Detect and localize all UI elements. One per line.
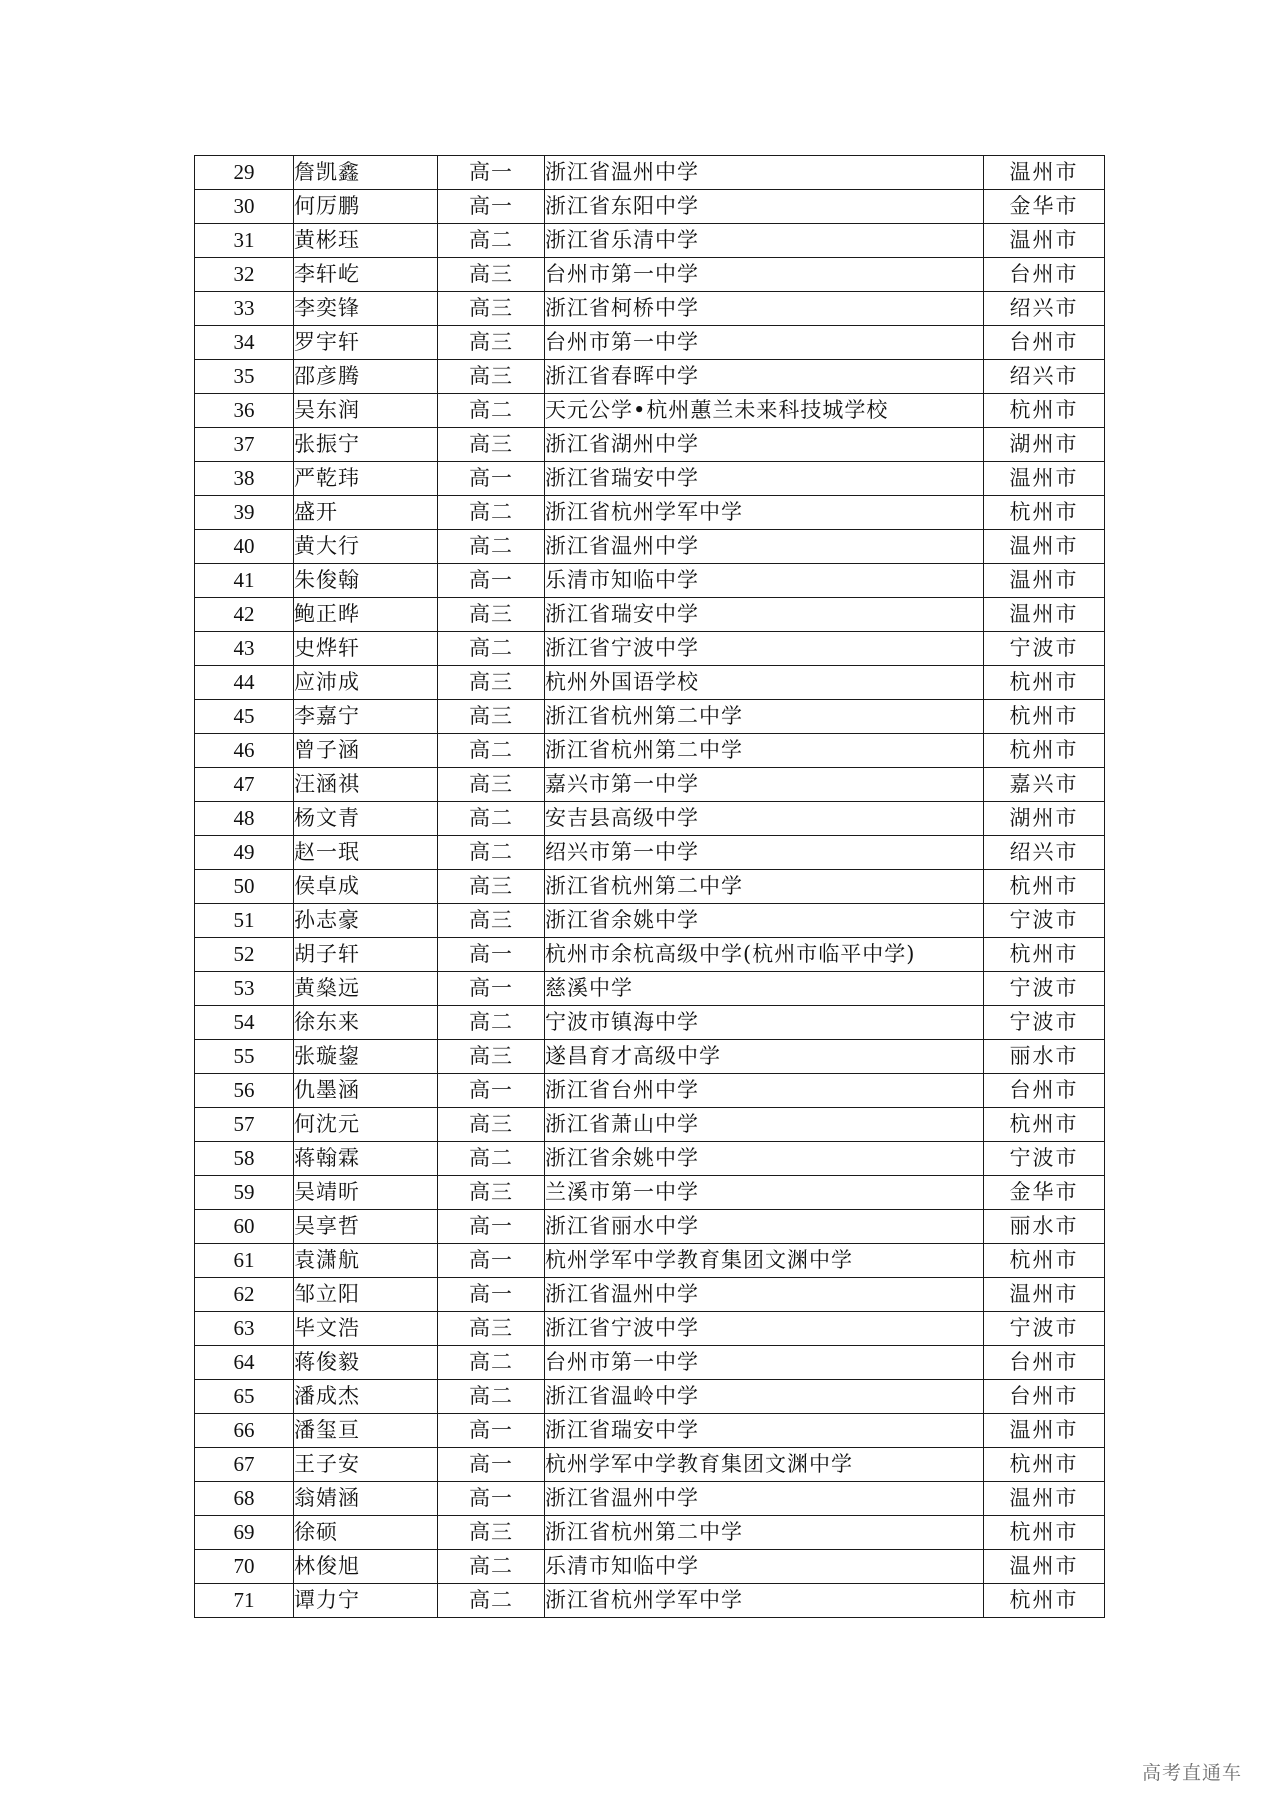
table-row <box>195 462 1105 496</box>
grade-cell: 高一 <box>438 972 545 1006</box>
table-row <box>195 156 1105 190</box>
city-cell: 台州市 <box>984 258 1105 292</box>
school-cell: 杭州市余杭高级中学(杭州市临平中学) <box>545 938 984 972</box>
grade-cell: 高三 <box>438 1516 545 1550</box>
grade-cell: 高二 <box>438 836 545 870</box>
city-cell: 杭州市 <box>984 734 1105 768</box>
grade-cell: 高一 <box>438 1074 545 1108</box>
row-number-cell: 31 <box>195 224 294 258</box>
school-cell: 安吉县高级中学 <box>545 802 984 836</box>
table-row <box>195 530 1105 564</box>
city-cell: 杭州市 <box>984 394 1105 428</box>
school-cell: 慈溪中学 <box>545 972 984 1006</box>
row-number-cell: 63 <box>195 1312 294 1346</box>
row-number-cell: 47 <box>195 768 294 802</box>
row-number-cell: 46 <box>195 734 294 768</box>
city-cell: 温州市 <box>984 1414 1105 1448</box>
student-name-cell: 徐硕 <box>294 1516 438 1550</box>
city-cell: 宁波市 <box>984 632 1105 666</box>
student-name-cell: 蒋翰霖 <box>294 1142 438 1176</box>
table-row <box>195 666 1105 700</box>
grade-cell: 高一 <box>438 462 545 496</box>
table-row <box>195 258 1105 292</box>
grade-cell: 高二 <box>438 1142 545 1176</box>
city-cell: 金华市 <box>984 1176 1105 1210</box>
row-number-cell: 58 <box>195 1142 294 1176</box>
student-name-cell: 何沈元 <box>294 1108 438 1142</box>
student-name-cell: 孙志豪 <box>294 904 438 938</box>
school-cell: 浙江省萧山中学 <box>545 1108 984 1142</box>
table-row <box>195 1482 1105 1516</box>
city-cell: 温州市 <box>984 1278 1105 1312</box>
student-name-cell: 吴东润 <box>294 394 438 428</box>
city-cell: 绍兴市 <box>984 292 1105 326</box>
school-cell: 浙江省台州中学 <box>545 1074 984 1108</box>
row-number-cell: 32 <box>195 258 294 292</box>
grade-cell: 高二 <box>438 1584 545 1618</box>
table-row <box>195 632 1105 666</box>
school-cell: 浙江省宁波中学 <box>545 1312 984 1346</box>
student-name-cell: 邵彦腾 <box>294 360 438 394</box>
table-row <box>195 1584 1105 1618</box>
city-cell: 丽水市 <box>984 1210 1105 1244</box>
school-cell: 台州市第一中学 <box>545 1346 984 1380</box>
table-row <box>195 564 1105 598</box>
school-cell: 遂昌育才高级中学 <box>545 1040 984 1074</box>
school-cell: 杭州外国语学校 <box>545 666 984 700</box>
roster-table-body <box>195 156 1105 1618</box>
city-cell: 宁波市 <box>984 1142 1105 1176</box>
school-cell: 浙江省杭州第二中学 <box>545 734 984 768</box>
student-name-cell: 毕文浩 <box>294 1312 438 1346</box>
school-cell: 浙江省瑞安中学 <box>545 462 984 496</box>
table-row <box>195 428 1105 462</box>
row-number-cell: 65 <box>195 1380 294 1414</box>
grade-cell: 高一 <box>438 1278 545 1312</box>
grade-cell: 高二 <box>438 1006 545 1040</box>
student-name-cell: 詹凯鑫 <box>294 156 438 190</box>
school-cell: 浙江省温州中学 <box>545 1482 984 1516</box>
watermark-text: 高考直通车 <box>1142 1762 1243 1784</box>
student-name-cell: 谭力宁 <box>294 1584 438 1618</box>
school-cell: 绍兴市第一中学 <box>545 836 984 870</box>
table-row <box>195 1244 1105 1278</box>
row-number-cell: 30 <box>195 190 294 224</box>
table-row <box>195 1550 1105 1584</box>
city-cell: 湖州市 <box>984 802 1105 836</box>
row-number-cell: 53 <box>195 972 294 1006</box>
city-cell: 杭州市 <box>984 1584 1105 1618</box>
grade-cell: 高二 <box>438 224 545 258</box>
city-cell: 杭州市 <box>984 870 1105 904</box>
grade-cell: 高三 <box>438 666 545 700</box>
grade-cell: 高一 <box>438 1244 545 1278</box>
school-cell: 台州市第一中学 <box>545 326 984 360</box>
school-cell: 杭州学军中学教育集团文渊中学 <box>545 1448 984 1482</box>
student-name-cell: 潘玺亘 <box>294 1414 438 1448</box>
city-cell: 杭州市 <box>984 496 1105 530</box>
row-number-cell: 67 <box>195 1448 294 1482</box>
row-number-cell: 49 <box>195 836 294 870</box>
table-row <box>195 1074 1105 1108</box>
student-name-cell: 袁潇航 <box>294 1244 438 1278</box>
grade-cell: 高三 <box>438 768 545 802</box>
school-cell: 浙江省瑞安中学 <box>545 1414 984 1448</box>
city-cell: 台州市 <box>984 326 1105 360</box>
table-row <box>195 836 1105 870</box>
row-number-cell: 40 <box>195 530 294 564</box>
student-name-cell: 鲍正晔 <box>294 598 438 632</box>
student-name-cell: 曾子涵 <box>294 734 438 768</box>
school-cell: 浙江省余姚中学 <box>545 1142 984 1176</box>
grade-cell: 高三 <box>438 360 545 394</box>
student-name-cell: 吴靖昕 <box>294 1176 438 1210</box>
grade-cell: 高三 <box>438 1108 545 1142</box>
student-name-cell: 仇墨涵 <box>294 1074 438 1108</box>
city-cell: 杭州市 <box>984 1108 1105 1142</box>
school-cell: 浙江省余姚中学 <box>545 904 984 938</box>
grade-cell: 高三 <box>438 1312 545 1346</box>
school-cell: 乐清市知临中学 <box>545 564 984 598</box>
city-cell: 金华市 <box>984 190 1105 224</box>
grade-cell: 高二 <box>438 1550 545 1584</box>
row-number-cell: 70 <box>195 1550 294 1584</box>
grade-cell: 高一 <box>438 938 545 972</box>
row-number-cell: 59 <box>195 1176 294 1210</box>
grade-cell: 高三 <box>438 258 545 292</box>
student-name-cell: 潘成杰 <box>294 1380 438 1414</box>
school-cell: 兰溪市第一中学 <box>545 1176 984 1210</box>
city-cell: 宁波市 <box>984 904 1105 938</box>
student-name-cell: 朱俊翰 <box>294 564 438 598</box>
school-cell: 浙江省杭州学军中学 <box>545 1584 984 1618</box>
school-cell: 浙江省杭州第二中学 <box>545 870 984 904</box>
table-row <box>195 360 1105 394</box>
student-name-cell: 黄彬珏 <box>294 224 438 258</box>
table-row <box>195 768 1105 802</box>
city-cell: 温州市 <box>984 564 1105 598</box>
city-cell: 台州市 <box>984 1346 1105 1380</box>
student-name-cell: 徐东来 <box>294 1006 438 1040</box>
city-cell: 温州市 <box>984 598 1105 632</box>
grade-cell: 高二 <box>438 496 545 530</box>
table-row <box>195 802 1105 836</box>
table-row <box>195 1414 1105 1448</box>
table-row <box>195 1278 1105 1312</box>
row-number-cell: 66 <box>195 1414 294 1448</box>
row-number-cell: 34 <box>195 326 294 360</box>
school-cell: 宁波市镇海中学 <box>545 1006 984 1040</box>
city-cell: 台州市 <box>984 1074 1105 1108</box>
city-cell: 温州市 <box>984 530 1105 564</box>
grade-cell: 高一 <box>438 156 545 190</box>
table-row <box>195 1516 1105 1550</box>
table-row <box>195 1006 1105 1040</box>
table-row <box>195 292 1105 326</box>
school-cell: 浙江省柯桥中学 <box>545 292 984 326</box>
school-cell: 浙江省东阳中学 <box>545 190 984 224</box>
table-row <box>195 1176 1105 1210</box>
row-number-cell: 51 <box>195 904 294 938</box>
grade-cell: 高二 <box>438 1346 545 1380</box>
city-cell: 温州市 <box>984 462 1105 496</box>
student-name-cell: 林俊旭 <box>294 1550 438 1584</box>
row-number-cell: 39 <box>195 496 294 530</box>
grade-cell: 高一 <box>438 564 545 598</box>
student-name-cell: 张振宁 <box>294 428 438 462</box>
student-name-cell: 赵一珉 <box>294 836 438 870</box>
table-row <box>195 904 1105 938</box>
table-row <box>195 1040 1105 1074</box>
student-name-cell: 翁婧涵 <box>294 1482 438 1516</box>
row-number-cell: 38 <box>195 462 294 496</box>
table-row <box>195 700 1105 734</box>
school-cell: 杭州学军中学教育集团文渊中学 <box>545 1244 984 1278</box>
row-number-cell: 45 <box>195 700 294 734</box>
row-number-cell: 33 <box>195 292 294 326</box>
grade-cell: 高一 <box>438 1482 545 1516</box>
school-cell: 浙江省杭州学军中学 <box>545 496 984 530</box>
table-row <box>195 1380 1105 1414</box>
student-name-cell: 李轩屹 <box>294 258 438 292</box>
school-cell: 浙江省杭州第二中学 <box>545 700 984 734</box>
row-number-cell: 62 <box>195 1278 294 1312</box>
student-name-cell: 李嘉宁 <box>294 700 438 734</box>
table-row <box>195 734 1105 768</box>
city-cell: 杭州市 <box>984 1244 1105 1278</box>
table-row <box>195 1108 1105 1142</box>
table-row <box>195 224 1105 258</box>
school-cell: 浙江省乐清中学 <box>545 224 984 258</box>
student-name-cell: 史烨轩 <box>294 632 438 666</box>
student-name-cell: 何厉鹏 <box>294 190 438 224</box>
school-cell: 浙江省温岭中学 <box>545 1380 984 1414</box>
school-cell: 浙江省杭州第二中学 <box>545 1516 984 1550</box>
student-name-cell: 张璇鋆 <box>294 1040 438 1074</box>
table-row <box>195 190 1105 224</box>
grade-cell: 高二 <box>438 734 545 768</box>
row-number-cell: 29 <box>195 156 294 190</box>
grade-cell: 高三 <box>438 904 545 938</box>
school-cell: 乐清市知临中学 <box>545 1550 984 1584</box>
table-row <box>195 870 1105 904</box>
student-name-cell: 胡子轩 <box>294 938 438 972</box>
school-cell: 天元公学•杭州蕙兰未来科技城学校 <box>545 394 984 428</box>
school-cell: 嘉兴市第一中学 <box>545 768 984 802</box>
city-cell: 宁波市 <box>984 1006 1105 1040</box>
school-cell: 台州市第一中学 <box>545 258 984 292</box>
row-number-cell: 71 <box>195 1584 294 1618</box>
city-cell: 绍兴市 <box>984 836 1105 870</box>
city-cell: 嘉兴市 <box>984 768 1105 802</box>
table-row <box>195 938 1105 972</box>
row-number-cell: 52 <box>195 938 294 972</box>
student-name-cell: 吴享哲 <box>294 1210 438 1244</box>
school-cell: 浙江省瑞安中学 <box>545 598 984 632</box>
student-name-cell: 黄大行 <box>294 530 438 564</box>
city-cell: 温州市 <box>984 1482 1105 1516</box>
city-cell: 杭州市 <box>984 700 1105 734</box>
row-number-cell: 35 <box>195 360 294 394</box>
city-cell: 温州市 <box>984 1550 1105 1584</box>
row-number-cell: 69 <box>195 1516 294 1550</box>
student-name-cell: 王子安 <box>294 1448 438 1482</box>
table-row <box>195 598 1105 632</box>
student-roster-table <box>194 155 1105 1618</box>
table-row <box>195 1142 1105 1176</box>
row-number-cell: 57 <box>195 1108 294 1142</box>
grade-cell: 高三 <box>438 870 545 904</box>
grade-cell: 高二 <box>438 394 545 428</box>
row-number-cell: 61 <box>195 1244 294 1278</box>
grade-cell: 高三 <box>438 700 545 734</box>
student-name-cell: 邹立阳 <box>294 1278 438 1312</box>
city-cell: 台州市 <box>984 1380 1105 1414</box>
table-row <box>195 1312 1105 1346</box>
student-name-cell: 侯卓成 <box>294 870 438 904</box>
grade-cell: 高一 <box>438 190 545 224</box>
student-name-cell: 杨文青 <box>294 802 438 836</box>
city-cell: 杭州市 <box>984 938 1105 972</box>
grade-cell: 高一 <box>438 1414 545 1448</box>
row-number-cell: 44 <box>195 666 294 700</box>
city-cell: 温州市 <box>984 156 1105 190</box>
school-cell: 浙江省丽水中学 <box>545 1210 984 1244</box>
table-row <box>195 394 1105 428</box>
grade-cell: 高三 <box>438 292 545 326</box>
student-name-cell: 严乾玮 <box>294 462 438 496</box>
table-row <box>195 1448 1105 1482</box>
student-name-cell: 应沛成 <box>294 666 438 700</box>
grade-cell: 高二 <box>438 1380 545 1414</box>
school-cell: 浙江省温州中学 <box>545 530 984 564</box>
school-cell: 浙江省宁波中学 <box>545 632 984 666</box>
city-cell: 丽水市 <box>984 1040 1105 1074</box>
row-number-cell: 43 <box>195 632 294 666</box>
city-cell: 温州市 <box>984 224 1105 258</box>
city-cell: 杭州市 <box>984 1516 1105 1550</box>
city-cell: 宁波市 <box>984 1312 1105 1346</box>
school-cell: 浙江省湖州中学 <box>545 428 984 462</box>
row-number-cell: 56 <box>195 1074 294 1108</box>
table-row <box>195 972 1105 1006</box>
city-cell: 杭州市 <box>984 1448 1105 1482</box>
school-cell: 浙江省温州中学 <box>545 1278 984 1312</box>
city-cell: 杭州市 <box>984 666 1105 700</box>
grade-cell: 高一 <box>438 1448 545 1482</box>
city-cell: 湖州市 <box>984 428 1105 462</box>
table-row <box>195 1346 1105 1380</box>
school-cell: 浙江省温州中学 <box>545 156 984 190</box>
student-name-cell: 黄燊远 <box>294 972 438 1006</box>
row-number-cell: 41 <box>195 564 294 598</box>
grade-cell: 高一 <box>438 1210 545 1244</box>
row-number-cell: 42 <box>195 598 294 632</box>
row-number-cell: 55 <box>195 1040 294 1074</box>
student-name-cell: 汪涵祺 <box>294 768 438 802</box>
student-name-cell: 罗宇轩 <box>294 326 438 360</box>
grade-cell: 高三 <box>438 326 545 360</box>
school-cell: 浙江省春晖中学 <box>545 360 984 394</box>
grade-cell: 高二 <box>438 632 545 666</box>
table-row <box>195 1210 1105 1244</box>
city-cell: 宁波市 <box>984 972 1105 1006</box>
row-number-cell: 37 <box>195 428 294 462</box>
grade-cell: 高三 <box>438 1040 545 1074</box>
city-cell: 绍兴市 <box>984 360 1105 394</box>
table-row <box>195 496 1105 530</box>
row-number-cell: 68 <box>195 1482 294 1516</box>
row-number-cell: 54 <box>195 1006 294 1040</box>
row-number-cell: 48 <box>195 802 294 836</box>
grade-cell: 高三 <box>438 428 545 462</box>
row-number-cell: 50 <box>195 870 294 904</box>
grade-cell: 高二 <box>438 802 545 836</box>
grade-cell: 高二 <box>438 530 545 564</box>
student-name-cell: 蒋俊毅 <box>294 1346 438 1380</box>
grade-cell: 高三 <box>438 1176 545 1210</box>
row-number-cell: 36 <box>195 394 294 428</box>
student-name-cell: 李奕锋 <box>294 292 438 326</box>
grade-cell: 高三 <box>438 598 545 632</box>
student-name-cell: 盛开 <box>294 496 438 530</box>
table-row <box>195 326 1105 360</box>
row-number-cell: 64 <box>195 1346 294 1380</box>
row-number-cell: 60 <box>195 1210 294 1244</box>
